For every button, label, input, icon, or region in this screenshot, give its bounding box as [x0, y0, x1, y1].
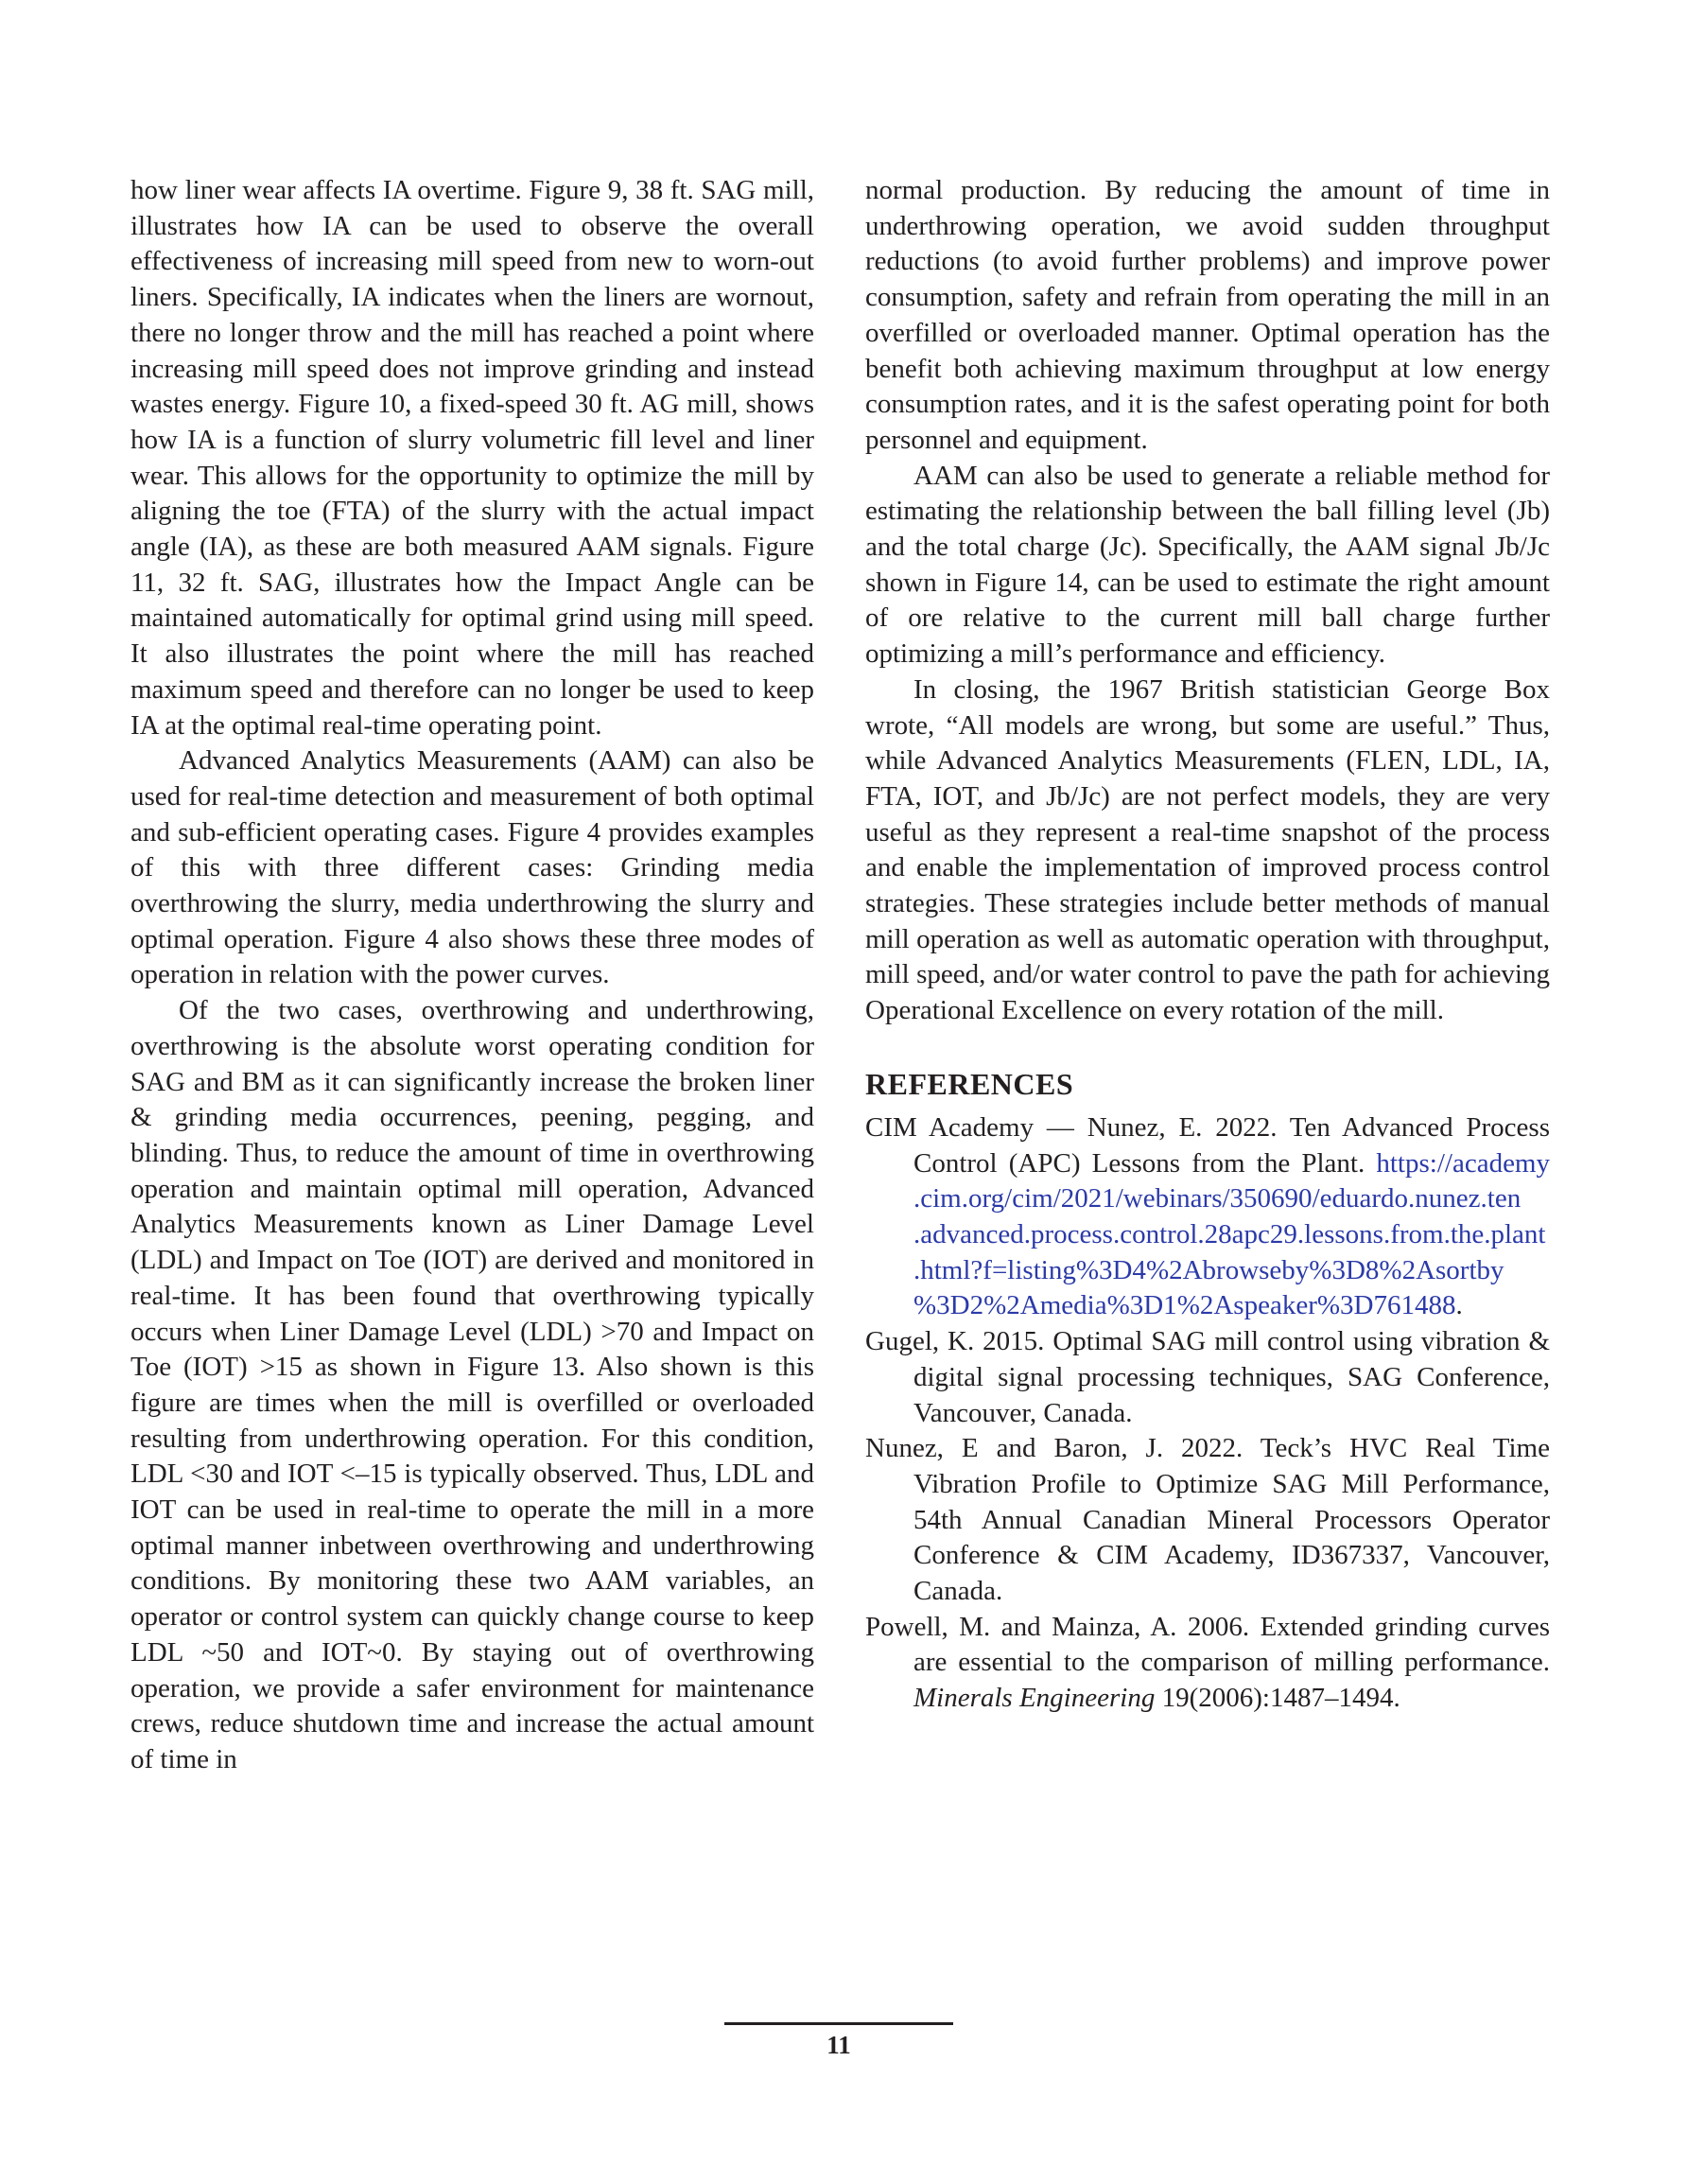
- page-number: 11: [826, 2031, 851, 2059]
- reference-suffix: 19(2006):1487–1494.: [1155, 1683, 1400, 1714]
- left-column: [130, 173, 814, 1778]
- reference-item: [865, 1431, 1550, 1610]
- footer-rule: [724, 2022, 953, 2025]
- reference-item: [865, 1324, 1550, 1431]
- body-paragraph-3: Of the two cases, overthrowing and underthrowing, overthrowing is the absolute worst operating condition for SAG and BM as it can significantly increase the broken liner & grinding media occurrences, peening, pegging, and blinding. Thus, to reduce the amount of time in overthrowing operation and maintain optimal mill operation, Advanced Analytics Measurements known as Liner Damage Level (LDL) and Impact on Toe (IOT) are derived and monitored in real-time. It has been found that overthrowing typically occurs when Liner Damage Level (LDL) >70 and Impact on Toe (IOT) >15 as shown in Figure 13. Also shown is this figure are times when the mill is overfilled or overloaded resulting from underthrowing operation. For this condition, LDL <30 and IOT <–15 is typically observed. Thus, LDL and IOT can be used in real-time to operate the mill in a more optimal manner inbetween overthrowing and underthrowing conditions. By monitoring these two AAM variables, an operator or control system can quickly change course to keep LDL ~50 and IOT~0. By staying out of overthrowing operation, we provide a safer environment for maintenance crews, reduce shutdown time and increase the actual amount of time in: [130, 995, 814, 1774]
- body-paragraph-1: how liner wear affects IA overtime. Figure 9, 38 ft. SAG mill, illustrates how IA can be used to observe the overall effectiveness of increasing mill speed from new to worn-out liners. Specifically, IA indicates when the liners are wornout, there no longer throw and the mill has reached a point where increasing mill speed does not improve grinding and instead wastes energy. Figure 10, a fixed-speed 30 ft. AG mill, shows how IA is a function of slurry volumetric fill level and liner wear. This allows for the opportunity to optimize the mill by aligning the toe (FTA) of the slurry with the actual impact angle (IA), as these are both measured AAM signals. Figure 11, 32 ft. SAG, illustrates how the Impact Angle can be maintained automatically for optimal grind using mill speed. It also illustrates the point where the mill has reached maximum speed and therefore can no longer be used to keep IA at the optimal real-time operating point.: [130, 175, 814, 741]
- reference-item: [865, 1610, 1550, 1717]
- references-heading: REFERENCES: [865, 1066, 1074, 1101]
- reference-text: Nunez, E and Baron, J. 2022. Teck’s HVC Real Time Vibration Profile to Optimize SAG Mill Performance, 54th Annual Canadian Mineral Processors Operator Conference & CIM Academy, ID367337, Vancouver, Canada.: [865, 1433, 1550, 1607]
- body-paragraph-5: AAM can also be used to generate a reliable method for estimating the relationship between the ball filling level (Jb) and the total charge (Jc). Specifically, the AAM signal Jb/Jc shown in Figure 14, can be used to estimate the right amount of ore relative to the current mill ball charge further optimizing a mill’s performance and efficiency.: [865, 460, 1550, 670]
- reference-journal: Minerals Engineering: [913, 1683, 1156, 1714]
- body-paragraph-6: In closing, the 1967 British statistician George Box wrote, “All models are wrong, but some are useful.” Thus, while Advanced Analytics Measurements (FLEN, LDL, IA, FTA, IOT, and Jb/Jc) are not perfect models, they are very useful as they represent a real-time snapshot of the process and enable the implementation of improved process control strategies. These strategies include better methods of manual mill operation as well as automatic operation with throughput, mill speed, and/or water control to pave the path for achieving Operational Excellence on every rotation of the mill.: [865, 673, 1550, 1026]
- reference-text: Powell, M. and Mainza, A. 2006. Extended grinding curves are essential to the comparison of milling performance.: [865, 1611, 1550, 1678]
- right-column: [865, 173, 1550, 1717]
- body-paragraph-4: normal production. By reducing the amount of time in underthrowing operation, we avoid sudden throughput reductions (to avoid further problems) and improve power consumption, safety and refrain from operating the mill in an overfilled or overloaded manner. Optimal operation has the benefit both achieving maximum throughput at low energy consumption rates, and it is the safest operating point for both personnel and equipment.: [865, 175, 1550, 455]
- body-paragraph-2: Advanced Analytics Measurements (AAM) can also be used for real-time detection and measurement of both optimal and sub-efficient operating cases. Figure 4 provides examples of this with three different cases: Grinding media overthrowing the slurry, media underthrowing the slurry and optimal operation. Figure 4 also shows these three modes of operation in relation with the power curves.: [130, 745, 814, 990]
- reference-link[interactable]: https://academy.cim.org/cim/2021/webinars/350690/eduardo.nunez.ten.advanced.process.control.28apc29.lessons.from.the.plant.html?f=listing%3D4%2Abrowseby%3D8%2Asortby%3D2%2Amedia%3D1%2Aspeaker%3D761488: [913, 1147, 1550, 1321]
- reference-text: CIM Academy — Nunez, E. 2022. Ten Advanced Process Control (APC) Lessons from the Plant.: [865, 1111, 1550, 1179]
- reference-suffix: .: [1455, 1290, 1463, 1321]
- reference-text: Gugel, K. 2015. Optimal SAG mill control using vibration & digital signal processing techniques, SAG Conference, Vancouver, Canada.: [865, 1326, 1550, 1428]
- reference-item: [865, 1110, 1550, 1324]
